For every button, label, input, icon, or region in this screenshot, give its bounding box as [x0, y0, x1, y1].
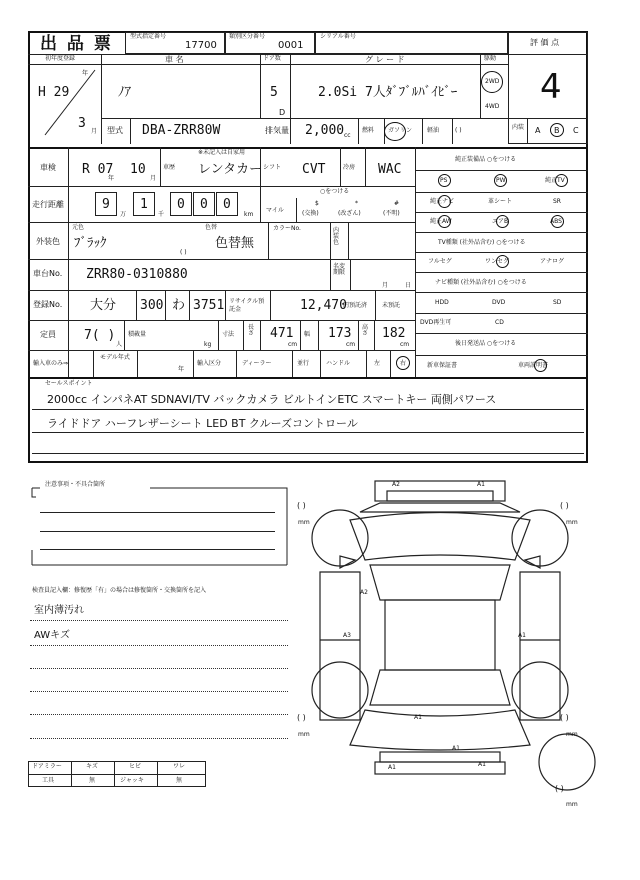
interior-a: A: [535, 126, 541, 135]
tire-spare-mm: mm: [566, 801, 578, 808]
hgt-unit: cm: [400, 341, 410, 348]
model-number-value: 17700: [185, 40, 217, 51]
displacement-label: 排気量: [265, 126, 289, 135]
car-name-label: 車 名: [165, 55, 184, 64]
legend-v-tool: 工具: [42, 777, 55, 784]
load-unit: kg: [204, 341, 212, 348]
reg-class: 300: [140, 298, 164, 313]
navi-header: ナビ種類 (社外品含む) ○をつける: [435, 279, 527, 286]
fuel-diesel: 軽油: [427, 127, 440, 134]
category-number-label: 類別区分番号: [229, 33, 266, 40]
oem-airbag: エアB: [492, 218, 509, 225]
caution-label: 注意事項・不具合箇所: [45, 481, 106, 488]
load-label: 積載量: [128, 331, 147, 338]
opt-unknown-sym: #: [394, 200, 400, 207]
tire-fr-mm: mm: [566, 519, 578, 526]
history-note: ※未記入は自家用: [198, 149, 246, 156]
displacement-unit: cc: [344, 132, 351, 139]
wid-value: 173: [328, 326, 352, 341]
interior-b: B: [554, 126, 560, 135]
mark-rear-a1-4: A1: [478, 761, 486, 768]
type-label: 型式: [107, 126, 123, 135]
mileage-digit-4: 0: [200, 197, 208, 212]
reg-label: 登録No.: [33, 300, 63, 309]
orig-color-label: 元色: [72, 224, 85, 231]
mileage-label: 走行距離: [32, 200, 64, 209]
tv-fullseg: フルセグ: [428, 258, 452, 265]
dvd-cd: CD: [495, 319, 504, 326]
navi-hdd: HDD: [435, 299, 449, 306]
car-name-value: ﾉｱ: [118, 85, 131, 100]
tire-rr-mm: mm: [566, 731, 578, 738]
interior-c: C: [573, 126, 579, 135]
orig-color-value: ﾌﾞﾗｯｸ: [74, 236, 107, 251]
mark-side-a1: A1: [518, 632, 526, 639]
mark-rear-a1-1: A1: [414, 714, 422, 721]
doors-value: 5: [270, 85, 278, 100]
tv-header: TV種類 (社外品含む) ○をつける: [438, 239, 526, 246]
reg-number: 3751: [193, 298, 225, 313]
tire-rl-mm: mm: [298, 731, 310, 738]
mileage-digit-5: 0: [223, 197, 231, 212]
tire-rr-bracket: ( ): [560, 713, 569, 722]
opt-exchange-sym: $: [315, 200, 319, 207]
displacement-value: 2,000: [305, 123, 345, 138]
grade-value: 2.0Si 7人ﾀﾞﾌﾞﾙﾊﾞｲﾋﾞｰ: [318, 85, 458, 100]
reg-area: 大分: [90, 298, 117, 313]
tire-fl-mm: mm: [298, 519, 310, 526]
serial-number-label: シリアル番号: [320, 33, 356, 40]
grade-score-value: 4: [540, 67, 562, 107]
model-number-label: 型式指定番号: [130, 33, 167, 40]
inspector-label: 検査員記入欄：修復歴「有」の場合は修復箇所・交換箇所を記入: [32, 587, 207, 594]
wid-unit: cm: [346, 341, 356, 348]
mark-front-a1: A1: [477, 481, 485, 488]
fuel-gas: ガソリン: [388, 127, 413, 134]
mileage-digit-3: 0: [177, 197, 185, 212]
fuel-label: 燃料: [362, 127, 375, 134]
type-value: DBA-ZRR80W: [142, 123, 221, 138]
reg-kana: わ: [172, 298, 186, 313]
mileage-man: 万: [120, 211, 127, 218]
category-number-value: 0001: [278, 40, 304, 51]
remark-1: 室内薄汚れ: [34, 605, 84, 616]
drive-4wd: 4WD: [485, 103, 500, 110]
capacity-value: 7( ): [84, 328, 116, 343]
mark-front-a2: A2: [392, 481, 400, 488]
repaint-other: ( ): [180, 249, 187, 256]
tire-fl-bracket: ( ): [297, 501, 306, 510]
shaken-era: R 07: [82, 162, 114, 177]
ac-label: 冷房: [343, 164, 356, 171]
mark-side-a3: A3: [343, 632, 351, 639]
oem-abs: ABS: [550, 218, 562, 225]
mileage-mile: マイル: [266, 207, 284, 214]
import-label: 輸入車のみ⇒: [33, 360, 69, 367]
mark-rear-a1-2: A1: [452, 745, 460, 752]
form-title: 出 品 票: [40, 34, 113, 54]
first-reg-year-mark: 年: [82, 70, 89, 77]
handle-label: ハンドル: [326, 360, 351, 367]
shift-value: CVT: [302, 162, 326, 177]
legend-h-break: ワレ: [173, 763, 186, 770]
chassis-label: 車台No.: [33, 269, 63, 278]
shaken-month-mark: 月: [150, 175, 157, 182]
mileage-digit-2: 1: [140, 197, 148, 212]
opt-exchange: (交換): [302, 210, 319, 217]
later-warranty: 新車保証書: [427, 362, 458, 369]
legend-h-crack: ヒビ: [129, 763, 142, 770]
navi-sd: SD: [553, 299, 562, 306]
oem-tv: 純正TV: [545, 177, 565, 184]
repaint-label: 色替: [205, 224, 218, 231]
grade-header-label: グ レ ー ド: [365, 55, 405, 64]
legend-h-scratch: キズ: [86, 763, 98, 770]
opt-tamper-sym: *: [355, 200, 358, 207]
sales-line-2: ライドドア ハーフレザーシート LED BT クルーズコントロール: [47, 417, 358, 430]
sales-line-1: 2000cc インパネAT SDNAVI/TV バックカメラ ビルトインETC スマートキー 両側パワース: [47, 393, 497, 406]
drive-2wd: 2WD: [485, 78, 500, 85]
first-reg-month-mark: 月: [91, 128, 98, 135]
oem-navi: 純正ナビ: [430, 198, 455, 205]
name-change-label: 名変期限: [333, 263, 346, 276]
recycle-label: リサイクル預託金: [229, 298, 265, 313]
mark-rear-a1-3: A1: [388, 764, 396, 771]
oem-pw: PW: [496, 177, 506, 184]
name-change-day: 日: [405, 282, 412, 289]
wid-label: 幅: [304, 331, 311, 338]
import-dealer: ディーラー: [242, 360, 272, 367]
repaint-value: 色替無: [215, 236, 255, 251]
legend-v-none1: 無: [89, 777, 96, 784]
tire-rl-bracket: ( ): [297, 713, 306, 722]
handle-right: 右: [400, 360, 407, 367]
mark-side-a2: A2: [360, 589, 368, 596]
tv-analog: アナログ: [540, 258, 565, 265]
interior-label: 内装: [512, 124, 525, 131]
len-unit: cm: [288, 341, 298, 348]
history-label: 車歴: [163, 164, 176, 171]
recycle-value: 12,470: [300, 298, 347, 313]
len-label: 長さ: [248, 324, 255, 337]
mileage-check-hint: ○をつける: [320, 188, 350, 195]
history-value: レンタカー: [198, 162, 263, 177]
tire-fr-bracket: ( ): [560, 501, 569, 510]
model-year-label: モデル年式: [100, 354, 130, 361]
opt-tamper: (改ざん): [338, 210, 361, 217]
recycle-unit: 円預託済: [343, 302, 368, 309]
first-reg-month: 3: [78, 116, 86, 131]
color-label: 外装色: [36, 237, 60, 246]
len-value: 471: [270, 326, 294, 341]
navi-dvd: DVD: [492, 299, 506, 306]
oem-sr: SR: [553, 198, 561, 205]
hgt-label: 高さ: [362, 324, 369, 337]
opt-unknown: (不明): [383, 210, 400, 217]
grade-score-label: 評 価 点: [530, 38, 560, 47]
fuel-other: ( ): [455, 127, 462, 134]
oem-leather: 革シート: [488, 198, 513, 205]
tv-oneseg: ワンセグ: [485, 258, 510, 265]
legend-v-none2: 無: [176, 777, 183, 784]
shift-label: シフト: [263, 164, 282, 171]
import-type-label: 輸入区分: [197, 360, 222, 367]
ac-value: WAC: [378, 162, 402, 177]
capacity-unit: 人: [116, 341, 123, 348]
color-no-label: カラーNo.: [273, 225, 301, 232]
first-reg-label: 初年度登録: [45, 55, 76, 62]
doors-label: ドア数: [263, 55, 281, 62]
dvd-play-label: DVD再生可: [420, 319, 452, 326]
capacity-label: 定員: [40, 330, 56, 339]
import-parallel: 並行: [297, 360, 310, 367]
tire-spare-bracket: ( ): [555, 784, 564, 793]
shaken-label: 車検: [40, 163, 56, 172]
chassis-value: ZRR80-0310880: [86, 267, 188, 282]
door-type: D: [279, 108, 286, 117]
remark-2: AWキズ: [34, 630, 70, 641]
sales-label: セールスポイント: [45, 380, 93, 387]
later-header: 後日発送品 ○をつける: [455, 340, 517, 347]
model-year-unit: 年: [178, 366, 185, 373]
legend-h-mirror: ドアミラー: [32, 763, 62, 770]
int-color-label: 内装色: [333, 227, 340, 246]
mileage-sen: 千: [158, 211, 165, 218]
shaken-year-mark: 年: [108, 175, 115, 182]
drive-label: 駆動: [484, 55, 497, 62]
oem-header: 純正装備品 ○をつける: [455, 156, 517, 163]
mileage-km: km: [244, 211, 254, 218]
mileage-digit-1: 9: [102, 197, 110, 212]
shaken-month: 10: [130, 162, 146, 177]
hgt-value: 182: [382, 326, 406, 341]
dims-label: 寸法: [222, 331, 235, 338]
later-manual: 車両説明書: [518, 362, 549, 369]
oem-aw: 純正AW: [430, 218, 452, 225]
legend-v-jack: ジャッキ: [120, 777, 144, 784]
handle-left: 左: [374, 360, 381, 367]
oem-ps: PS: [440, 177, 448, 184]
name-change-month: 月: [382, 282, 389, 289]
recycle-unpaid: 未預託: [382, 302, 401, 309]
first-reg-era: H 29: [38, 85, 70, 100]
